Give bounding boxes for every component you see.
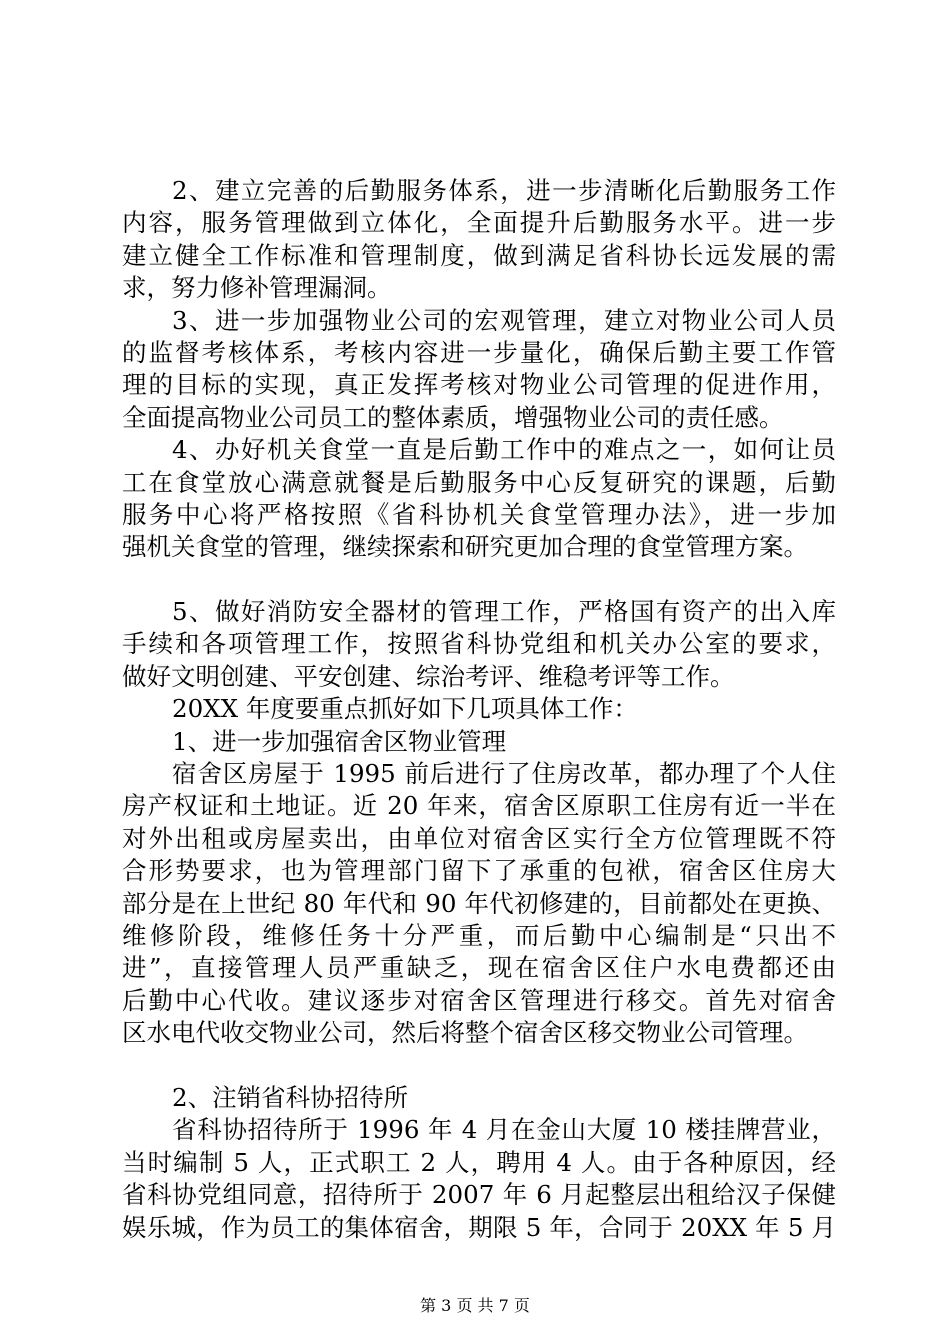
page-footer: 第 3 页 共 7 页 [420,1296,530,1315]
text-line: 部分是在上世纪 80 年代和 90 年代初修建的，目前都处在更换、 [122,888,836,918]
text-line: 房产权证和土地证。近 20 年来，宿舍区原职工住房有近一半在 [122,791,836,821]
text-line: 20XX 年度要重点抓好如下几项具体工作： [172,694,638,724]
text-line: 的监督考核体系，考核内容进一步量化，确保后勤主要工作管 [122,337,836,367]
text-line: 区水电代收交物业公司，然后将整个宿舍区移交物业公司管理。 [122,1018,808,1048]
text-line: 1、进一步加强宿舍区物业管理 [172,726,507,756]
text-line: 5、做好消防安全器材的管理工作，严格国有资产的出入库 [172,597,836,627]
text-line: 合形势要求，也为管理部门留下了承重的包袱，宿舍区住房大 [122,856,836,886]
text-line: 服务中心将严格按照《省科协机关食堂管理办法》，进一步加 [122,499,836,529]
text-line: 强机关食堂的管理，继续探索和研究更加合理的食堂管理方案。 [122,532,808,562]
paragraph-gap [122,564,836,596]
text-line: 维修阶段，维修任务十分严重，而后勤中心编制是“只出不 [122,920,836,950]
paragraph-gap [122,1050,836,1082]
text-line: 娱乐城，作为员工的集体宿舍，期限 5 年，合同于 20XX 年 5 月 [122,1212,836,1242]
text-line: 做好文明创建、平安创建、综治考评、维稳考评等工作。 [122,661,735,691]
text-line: 建立健全工作标准和管理制度，做到满足省科协长远发展的需 [122,240,836,270]
text-line: 当时编制 5 人，正式职工 2 人，聘用 4 人。由于各种原因，经 [122,1147,836,1177]
text-line: 2、注销省科协招待所 [172,1082,409,1112]
text-line: 后勤中心代收。建议逐步对宿舍区管理进行移交。首先对宿舍 [122,985,836,1015]
text-line: 内容，服务管理做到立体化，全面提升后勤服务水平。进一步 [122,208,836,238]
text-line: 求，努力修补管理漏洞。 [122,273,392,303]
text-line: 4、办好机关食堂一直是后勤工作中的难点之一，如何让员 [172,435,836,465]
text-line: 对外出租或房屋卖出，由单位对宿舍区实行全方位管理既不符 [122,823,836,853]
text-line: 全面提高物业公司员工的整体素质，增强物业公司的责任感。 [122,402,784,432]
document-body [122,175,836,1244]
text-line: 理的目标的实现，真正发挥考核对物业公司管理的促进作用， [122,370,836,400]
text-line: 省科协招待所于 1996 年 4 月在金山大厦 10 楼挂牌营业， [172,1115,836,1145]
text-line: 手续和各项管理工作，按照省科协党组和机关办公室的要求， [122,629,836,659]
text-line: 宿舍区房屋于 1995 前后进行了住房改革，都办理了个人住 [172,759,836,789]
text-line: 2、建立完善的后勤服务体系，进一步清晰化后勤服务工作 [172,176,836,205]
text-line: 省科协党组同意，招待所于 2007 年 6 月起整层出租给汉子保健 [122,1180,836,1210]
text-line: 工在食堂放心满意就餐是后勤服务中心反复研究的课题，后勤 [122,467,836,497]
text-line: 进”，直接管理人员严重缺乏，现在宿舍区住户水电费都还由 [122,953,836,983]
text-line: 3、进一步加强物业公司的宏观管理，建立对物业公司人员 [172,305,836,335]
